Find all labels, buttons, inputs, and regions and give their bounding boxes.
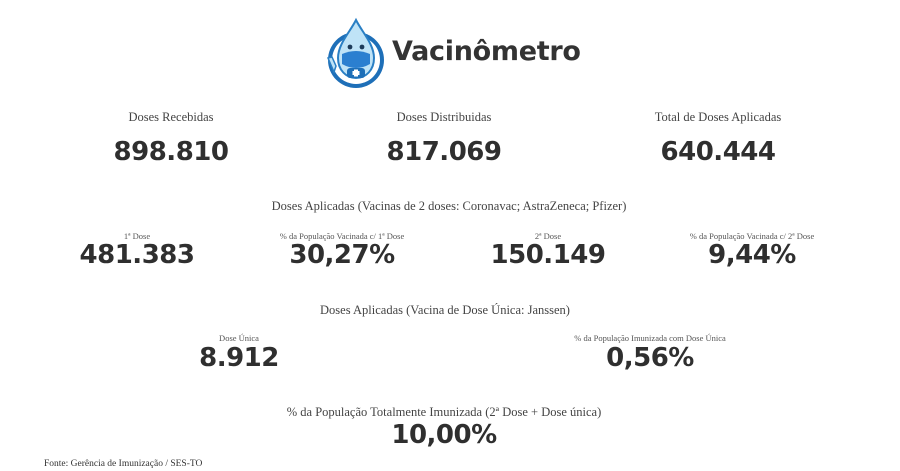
doses-distribuidas-label: Doses Distribuidas — [396, 110, 492, 124]
two-dose-heading: Doses Aplicadas (Vacinas de 2 doses: Coronavac; AstraZeneca; Pfizer) — [271, 199, 627, 213]
first-dose-value: 481.383 — [79, 240, 195, 270]
source-note: Fonte: Gerência de Imunização / SES-TO — [44, 459, 203, 469]
first-dose-pct-value: 30,27% — [289, 240, 395, 270]
page-title: Vacinômetro — [392, 36, 581, 67]
total-doses-aplicadas-label: Total de Doses Aplicadas — [654, 110, 782, 124]
vaccine-drop-mascot-icon — [320, 14, 390, 92]
second-dose-value: 150.149 — [490, 240, 606, 270]
single-dose-label: Dose Única — [219, 333, 259, 343]
single-dose-pct-value: 0,56% — [606, 343, 694, 373]
doses-recebidas-label: Doses Recebidas — [128, 110, 214, 124]
single-dose-heading: Doses Aplicadas (Vacina de Dose Única: Janssen) — [320, 303, 570, 317]
first-dose-label: 1ª Dose — [123, 231, 151, 241]
second-dose-pct-value: 9,44% — [708, 240, 796, 270]
doses-recebidas-value: 898.810 — [113, 137, 229, 167]
single-dose-value: 8.912 — [199, 343, 279, 373]
fully-immunized-label: % da População Totalmente Imunizada (2ª Dose + Dose única) — [286, 405, 602, 419]
second-dose-label: 2ª Dose — [534, 231, 562, 241]
first-dose-pct-label: % da População Vacinada c/ 1ª Dose — [279, 231, 405, 241]
header — [320, 12, 580, 92]
fully-immunized-value: 10,00% — [391, 420, 497, 450]
total-doses-aplicadas-value: 640.444 — [660, 137, 776, 167]
single-dose-pct-label: % da População Imunizada com Dose Única — [574, 333, 726, 343]
second-dose-pct-label: % da População Vacinada c/ 2ª Dose — [689, 231, 815, 241]
doses-distribuidas-value: 817.069 — [386, 137, 502, 167]
